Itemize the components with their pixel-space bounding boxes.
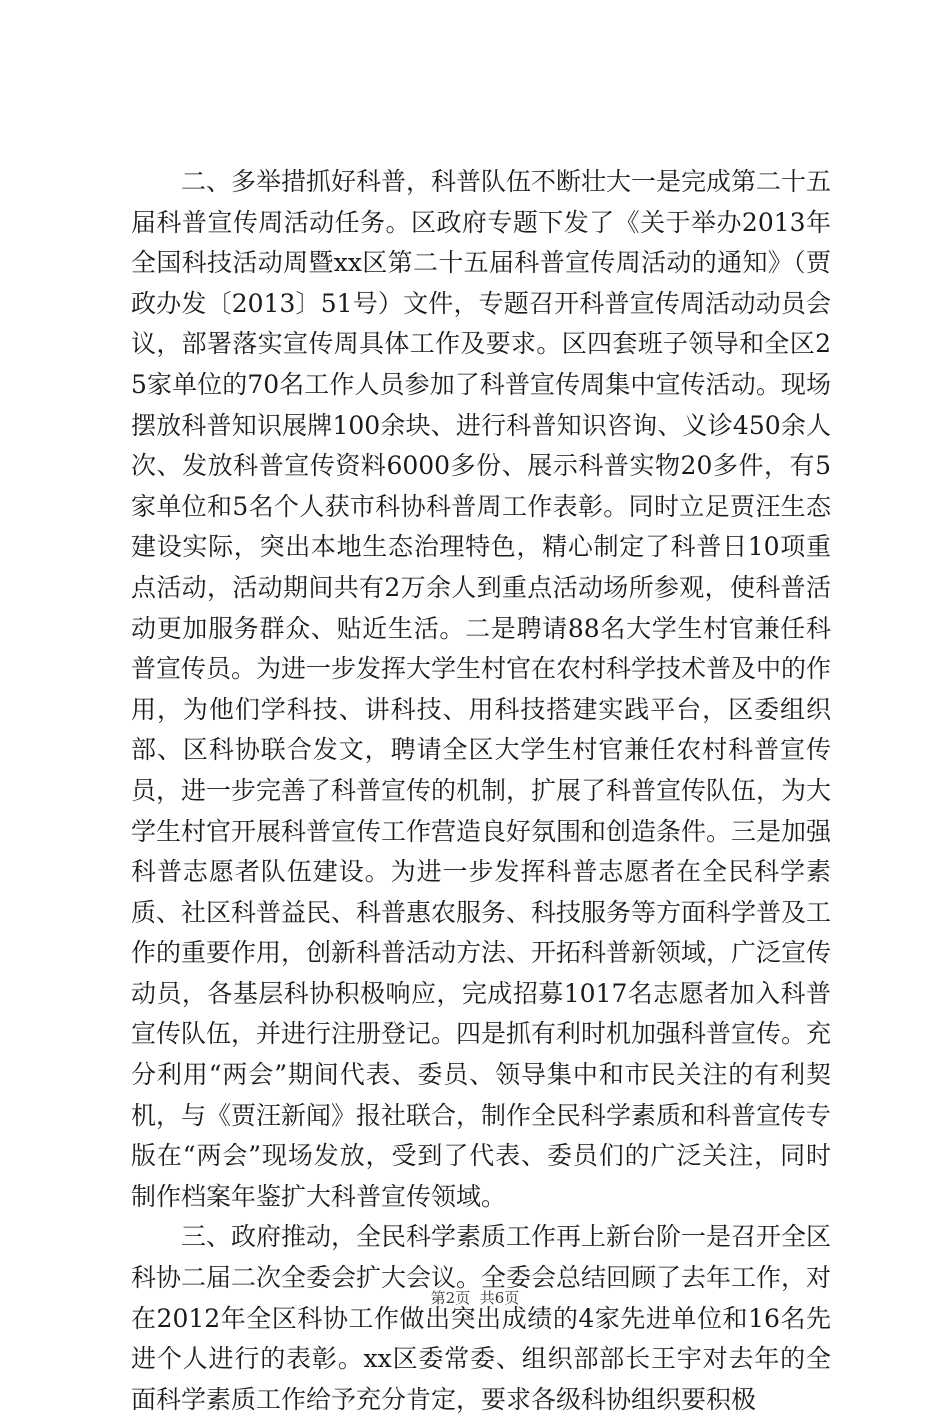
document-body: [131, 162, 831, 1420]
paragraph-section-three: 三、政府推动，全民科学素质工作再上新台阶一是召开全区科协二届二次全委会扩大会议。全委会总结回顾了去年工作，对在2012年全区科协工作做出突出成绩的4家先进单位和16名先进个人进行的表彰。xx区委常委、组织部部长王宇对去年的全面科学素质工作给予充分肯定，要求各级科协组织要积极: [131, 1222, 832, 1414]
page-total: 共6页: [479, 1289, 520, 1307]
paragraph-section-two: 二、多举措抓好科普，科普队伍不断壮大一是完成第二十五届科普宣传周活动任务。区政府专题下发了《关于举办2013年全国科技活动周暨xx区第二十五届科普宣传周活动的通知》（贾政办发〔2013〕51号）文件，专题召开科普宣传周活动动员会议，部署落实宣传周具体工作及要求。区四套班子领导和全区25家单位的70名工作人员参加了科普宣传周集中宣传活动。现场摆放科普知识展牌100余块、进行科普知识咨询、义诊450余人次、发放科普宣传资料6000多份、展示科普实物20多件，有5家单位和5名个人获市科协科普周工作表彰。同时立足贾汪生态建设实际，突出本地生态治理特色，精心制定了科普日10项重点活动，活动期间共有2万余人到重点活动场所参观，使科普活动更加服务群众、贴近生活。二是聘请88名大学生村官兼任科普宣传员。为进一步发挥大学生村官在农村科学技术普及中的作用，为他们学科技、讲科技、用科技搭建实践平台，区委组织部、区科协联合发文，聘请全区大学生村官兼任农村科普宣传员，进一步完善了科普宣传的机制，扩展了科普宣传队伍，为大学生村官开展科普宣传工作营造良好氛围和创造条件。三是加强科普志愿者队伍建设。为进一步发挥科普志愿者在全民科学素质、社区科普益民、科普惠农服务、科技服务等方面科学普及工作的重要作用，创新科普活动方法、开拓科普新领域，广泛宣传动员，各基层科协积极响应，完成招募1017名志愿者加入科普宣传队伍，并进行注册登记。四是抓有利时机加强科普宣传。充分利用“两会”期间代表、委员、领导集中和市民关注的有利契机，与《贾汪新闻》报社联合，制作全民科学素质和科普宣传专版在“两会”现场发放，受到了代表、委员们的广泛关注，同时制作档案年鉴扩大科普宣传领域。: [131, 167, 832, 1211]
page-number: 第2页: [430, 1289, 471, 1307]
page-footer: [0, 1287, 950, 1308]
